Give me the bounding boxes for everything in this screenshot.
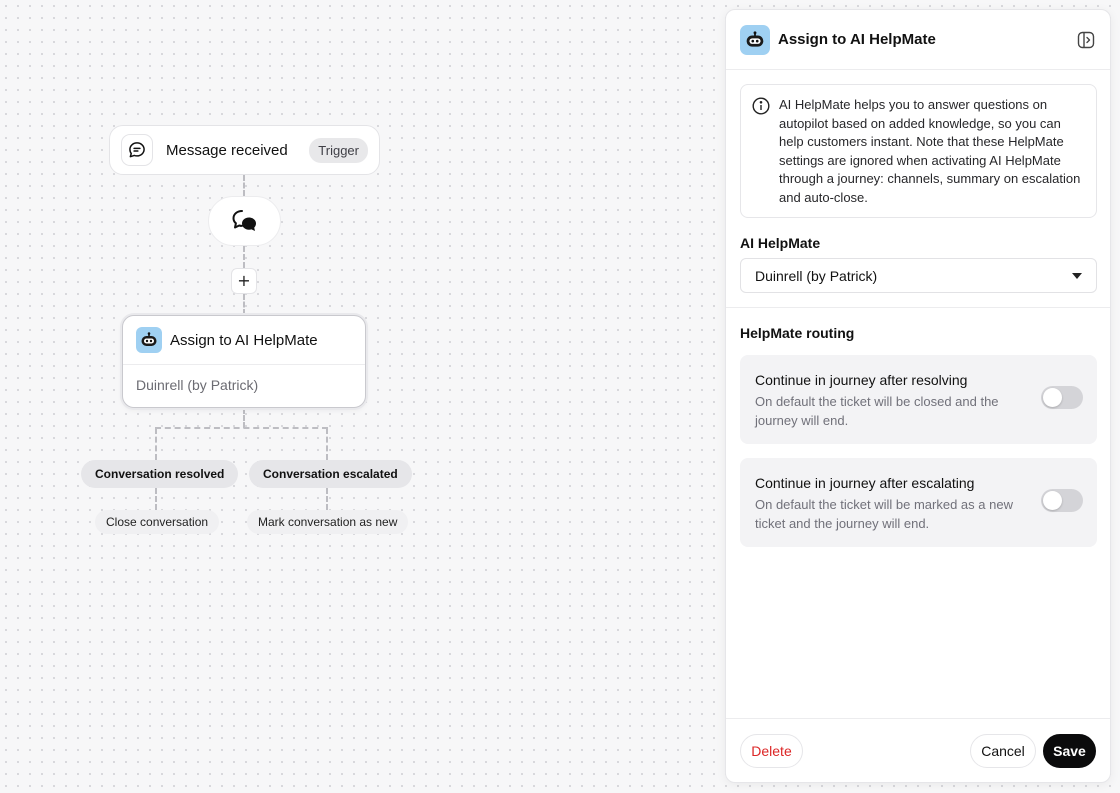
assign-node-title: Assign to AI HelpMate <box>170 331 318 349</box>
toggle-continue-after-escalating[interactable] <box>1041 489 1083 512</box>
settings-panel <box>725 9 1111 783</box>
routing-description: On default the ticket will be marked as a new ticket and the journey will end. <box>755 497 1013 531</box>
connector <box>243 294 245 315</box>
connector <box>243 408 245 428</box>
connector <box>243 246 245 268</box>
info-icon <box>752 97 770 115</box>
save-button[interactable]: Save <box>1043 734 1096 768</box>
routing-description: On default the ticket will be closed and the journey will end. <box>755 394 999 428</box>
panel-title: Assign to AI HelpMate <box>778 31 936 48</box>
toggle-knob <box>1043 388 1062 407</box>
routing-card-escalating <box>740 458 1097 547</box>
sidebar-toggle-icon[interactable] <box>1076 30 1096 50</box>
toggle-continue-after-resolving[interactable] <box>1041 386 1083 409</box>
panel-header <box>726 10 1110 70</box>
info-box <box>740 84 1097 218</box>
branch-resolved[interactable]: Conversation resolved <box>81 460 238 488</box>
action-mark-as-new[interactable]: Mark conversation as new <box>247 510 408 534</box>
assign-node-subtitle: Duinrell (by Patrick) <box>136 377 259 393</box>
robot-icon <box>136 327 162 353</box>
chevron-down-icon <box>1072 273 1082 279</box>
info-text: AI HelpMate helps you to answer questions on autopilot based on added knowledge, so you can help customers instant. Note that these HelpMate settings are ignored when activating AI HelpMate through a journey: channels, summary on escalation and auto-close. <box>779 97 1081 205</box>
connector <box>326 488 328 510</box>
helpmate-select-value: Duinrell (by Patrick) <box>755 267 878 284</box>
delete-button[interactable]: Delete <box>740 734 803 768</box>
robot-icon <box>740 25 770 55</box>
routing-title: Continue in journey after resolving <box>755 372 968 388</box>
helpmate-label: AI HelpMate <box>740 235 821 251</box>
helpmate-select[interactable] <box>740 258 1097 293</box>
assign-helpmate-node[interactable] <box>122 315 366 408</box>
routing-label: HelpMate routing <box>740 325 855 341</box>
routing-card-resolving <box>740 355 1097 444</box>
panel-footer <box>726 718 1110 782</box>
branch-escalated[interactable]: Conversation escalated <box>249 460 412 488</box>
trigger-node[interactable] <box>109 125 380 175</box>
routing-title: Continue in journey after escalating <box>755 475 975 491</box>
trigger-title: Message received <box>166 141 288 159</box>
connector <box>155 428 157 460</box>
divider <box>726 307 1110 308</box>
trigger-badge: Trigger <box>309 138 368 163</box>
connector <box>155 488 157 510</box>
connector <box>243 175 245 196</box>
action-close-conversation[interactable]: Close conversation <box>95 510 219 534</box>
chat-bubbles-icon <box>231 208 259 234</box>
cancel-button[interactable]: Cancel <box>970 734 1036 768</box>
connector <box>155 427 328 429</box>
connector <box>326 428 328 460</box>
toggle-knob <box>1043 491 1062 510</box>
chat-node[interactable] <box>208 196 281 246</box>
add-step-button[interactable]: + <box>231 268 257 294</box>
chat-bubble-icon <box>121 134 153 166</box>
